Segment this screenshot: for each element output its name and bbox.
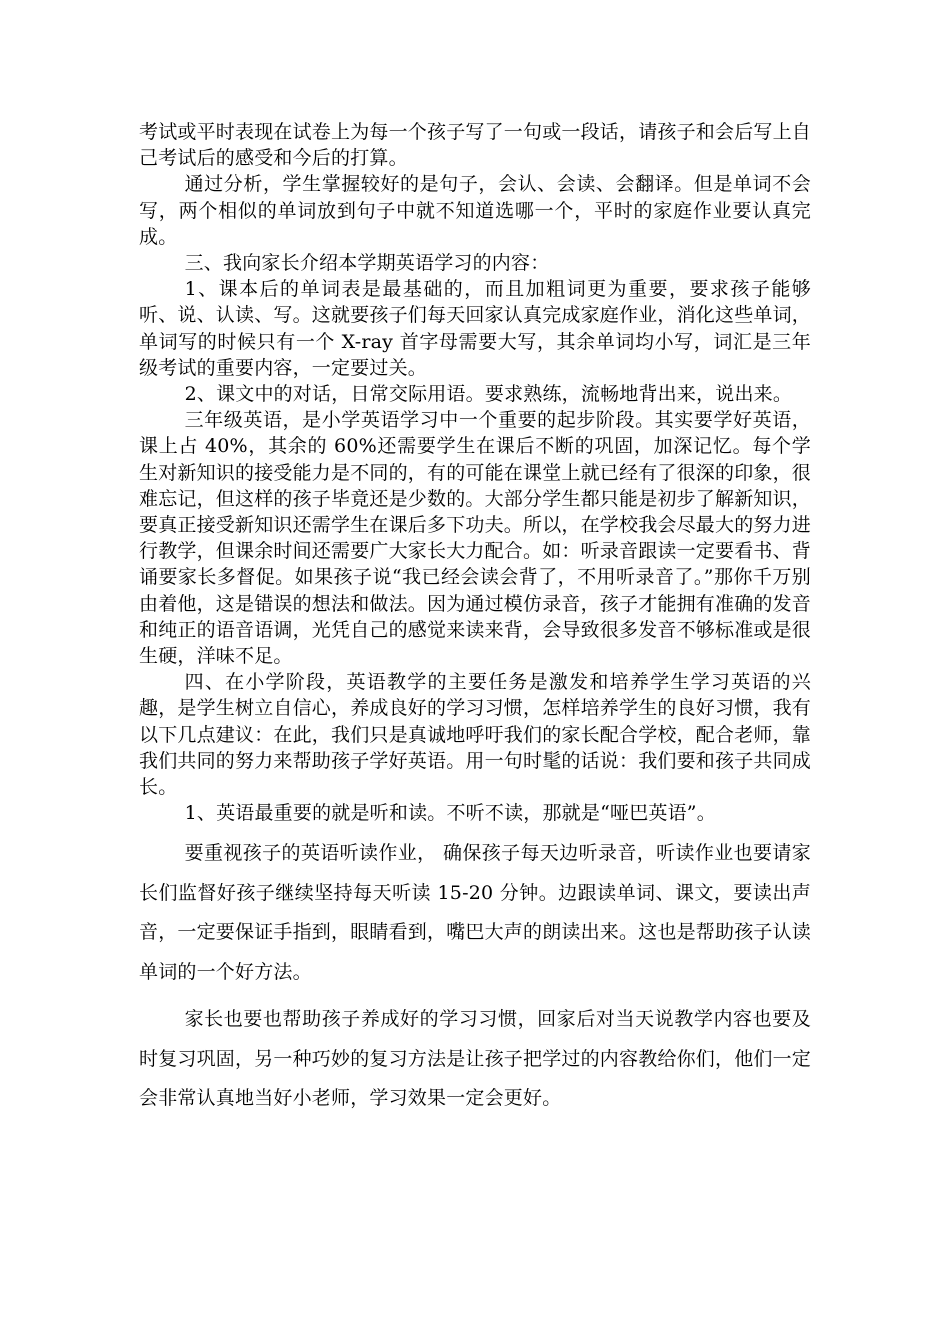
paragraph-listen-read: 1、英语最重要的就是听和读。不听不读，那就是“哑巴英语”。: [184, 802, 716, 825]
paragraph-analysis: 通过分析，学生掌握较好的是句子，会认、会读、会翻译。但是单词不会写，两个相似的单词放到句子中就不知道选哪一个，平时的家庭作业要认真完成。: [139, 173, 811, 248]
tight-paragraph-block: [139, 119, 811, 826]
paragraph-study-habits: 家长也要也帮助孩子养成好的学习习惯，回家后对当天说教学内容也要及时复习巩固，另一种巧妙的复习方法是让孩子把学过的内容教给你们，他们一定会非常认真地当好小老师，学习效果一定会更好。: [139, 1008, 812, 1110]
paragraph-dialogue: 2、课文中的对话，日常交际用语。要求熟练，流畅地背出来，说出来。: [184, 383, 793, 406]
section-four-suggestions: 四、在小学阶段，英语教学的主要任务是激发和培养学生学习英语的兴趣，是学生树立自信心，养成良好的学习习惯，怎样培养学生的良好习惯，我有以下几点建议：在此，我们只是真诚地呼吁我们的家长配合学校，配合老师，靠我们共同的努力来帮助孩子学好英语。用一句时髦的话说：我们要和孩子共同成长。: [139, 671, 812, 799]
document-page: [139, 119, 811, 1119]
paragraph-listening-homework: 要重视孩子的英语听读作业， 确保孩子每天边听录音，听读作业也要请家长们监督好孩子继续坚持每天听读 15-20 分钟。边跟读单词、课文，要读出声音，一定要保证手指到，眼睛看到，嘴巴大声的朗读出来。这也是帮助孩子认读单词的一个好方法。: [139, 842, 812, 983]
loose-paragraph-block: [139, 834, 811, 1119]
paragraph-exam-comments: 考试或平时表现在试卷上为每一个孩子写了一句或一段话，请孩子和会后写上自己考试后的感受和今后的打算。: [139, 121, 812, 170]
paragraph-vocabulary: 1、课本后的单词表是最基础的，而且加粗词更为重要，要求孩子能够听、说、认读、写。这就要孩子们每天回家认真完成家庭作业，消化这些单词，单词写的时候只有一个 X-ray 首字母需要大写，其余单词均小写，词汇是三年级考试的重要内容，一定要过关。: [139, 278, 812, 379]
paragraph-grade-three: 三年级英语，是小学英语学习中一个重要的起步阶段。其实要学好英语，课上占 40%，其余的 60%还需要学生在课后不断的巩固，加深记忆。每个学生对新知识的接受能力是不同的，有的可能在课堂上就已经有了很深的印象，很难忘记，但这样的孩子毕竟还是少数的。大部分学生都只能是初步了解新知识，要真正接受新知识还需学生在课后多下功夫。所以，在学校我会尽最大的努力进行教学，但课余时间还需要广大家长大力配合。如：听录音跟读一定要看书、背诵要家长多督促。如果孩子说“我已经会读会背了，不用听录音了。”那你千万别由着他，这是错误的想法和做法。因为通过模仿录音，孩子才能拥有准确的发音和纯正的语音语调，光凭自己的感觉来读来背，会导致很多发音不够标准或是很生硬，洋味不足。: [139, 409, 812, 668]
section-heading-three: 三、我向家长介绍本学期英语学习的内容：: [184, 252, 550, 275]
